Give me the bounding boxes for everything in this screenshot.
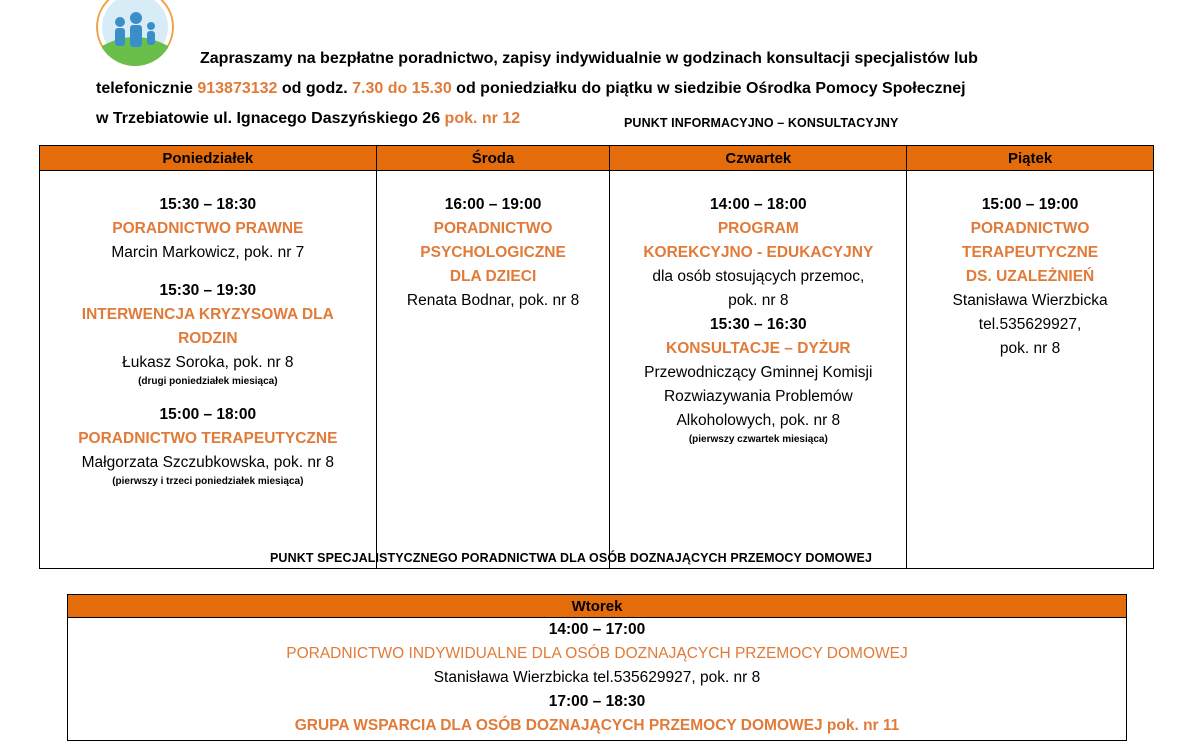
session-time: 17:00 – 18:30 <box>548 693 646 710</box>
session-time: 15:30 – 19:30 <box>159 282 257 299</box>
intro-room: pok. nr 12 <box>444 110 521 127</box>
session-person: Rozwiazywania Problemów <box>663 388 853 405</box>
session-time: 16:00 – 19:00 <box>444 196 542 213</box>
session-time: 15:00 – 19:00 <box>981 196 1079 213</box>
wednesday-cell <box>376 171 610 569</box>
session-note: (drugi poniedziałek miesiąca) <box>138 376 278 387</box>
tuesday-cell <box>68 618 1127 741</box>
session-person: Renata Bodnar, pok. nr 8 <box>406 292 580 309</box>
weekly-schedule-table <box>39 145 1154 569</box>
intro-text-part: od poniedziałku do piątku w siedzibie Ośrodka Pomocy Społecznej <box>451 80 966 97</box>
session-person: Łukasz Soroka, pok. nr 8 <box>122 354 294 371</box>
tuesday-schedule-table <box>67 594 1127 741</box>
office-hours: 7.30 do 15.30 <box>352 80 452 97</box>
session-person: Alkoholowych, pok. nr 8 <box>676 412 841 429</box>
session-title: PSYCHOLOGICZNE <box>420 244 566 261</box>
session-title: PORADNICTWO PRAWNE <box>112 220 304 237</box>
session-desc: pok. nr 8 <box>728 292 789 309</box>
session-person: Stanisława Wierzbicka <box>952 292 1108 309</box>
session-person: tel.535629927, <box>978 316 1082 333</box>
session-title: GRUPA WSPARCIA DLA OSÓB DOZNAJĄCYCH PRZEMOCY DOMOWEJ pok. nr 11 <box>294 717 900 734</box>
session-title: DLA DZIECI <box>449 268 537 285</box>
session-note: (pierwszy czwartek miesiąca) <box>688 434 828 445</box>
session-time: 15:30 – 18:30 <box>159 196 257 213</box>
intro-line-2 <box>96 74 1096 104</box>
session-title: PROGRAM <box>717 220 799 237</box>
header-thursday: Czwartek <box>610 146 907 171</box>
session-time: 14:00 – 17:00 <box>548 621 646 638</box>
session-title: TERAPEUTYCZNE <box>962 244 1099 261</box>
session-title: DS. UZALEŻNIEŃ <box>965 268 1095 285</box>
session-title: PORADNICTWO <box>970 220 1090 237</box>
session-person: Stanisława Wierzbicka tel.535629927, pok. nr 8 <box>433 669 761 686</box>
session-person: Marcin Markowicz, pok. nr 7 <box>111 244 305 261</box>
header-wednesday: Środa <box>376 146 610 171</box>
session-person: Przewodniczący Gminnej Komisji <box>644 364 873 381</box>
monday-cell <box>40 171 377 569</box>
session-title: PORADNICTWO <box>433 220 553 237</box>
session-title: RODZIN <box>178 330 238 347</box>
session-time: 15:00 – 18:00 <box>159 406 257 423</box>
thursday-cell <box>610 171 907 569</box>
section-title-violence: PUNKT SPECJALISTYCZNEGO PORADNICTWA DLA OSÓB DOZNAJĄCYCH PRZEMOCY DOMOWEJ <box>270 551 873 565</box>
intro-text-part: od godz. <box>277 80 353 97</box>
intro-address: w Trzebiatowie ul. Ignacego Daszyńskiego 26 <box>96 110 445 127</box>
intro-text-part: telefonicznie <box>96 80 198 97</box>
session-title: INTERWENCJA KRYZYSOWA DLA <box>81 306 334 323</box>
session-note: (pierwszy i trzeci poniedziałek miesiąca) <box>112 476 304 487</box>
section-title-consultation: PUNKT INFORMACYJNO – KONSULTACYJNY <box>624 116 899 130</box>
session-title: PORADNICTWO TERAPEUTYCZNE <box>78 430 338 447</box>
session-title: PORADNICTWO INDYWIDUALNE DLA OSÓB DOZNAJĄCYCH PRZEMOCY DOMOWEJ <box>286 645 908 662</box>
session-person: Małgorzata Szczubkowska, pok. nr 8 <box>81 454 335 471</box>
session-title: KOREKCYJNO - EDUKACYJNY <box>643 244 874 261</box>
intro-line-3 <box>96 104 1096 134</box>
header-monday: Poniedziałek <box>40 146 377 171</box>
phone-number: 913873132 <box>197 80 278 97</box>
header-tuesday: Wtorek <box>68 595 1127 618</box>
friday-cell <box>907 171 1154 569</box>
header-friday: Piątek <box>907 146 1154 171</box>
intro-line-1: Zapraszamy na bezpłatne poradnictwo, zapisy indywidualnie w godzinach konsultacji specjalistów lub <box>200 50 978 67</box>
session-time: 15:30 – 16:30 <box>710 316 807 333</box>
session-person: pok. nr 8 <box>999 340 1061 357</box>
session-time: 14:00 – 18:00 <box>710 196 807 213</box>
session-title: KONSULTACJE – DYŻUR <box>666 340 851 357</box>
intro-text <box>96 44 1096 134</box>
session-desc: dla osób stosujących przemoc, <box>652 268 865 285</box>
